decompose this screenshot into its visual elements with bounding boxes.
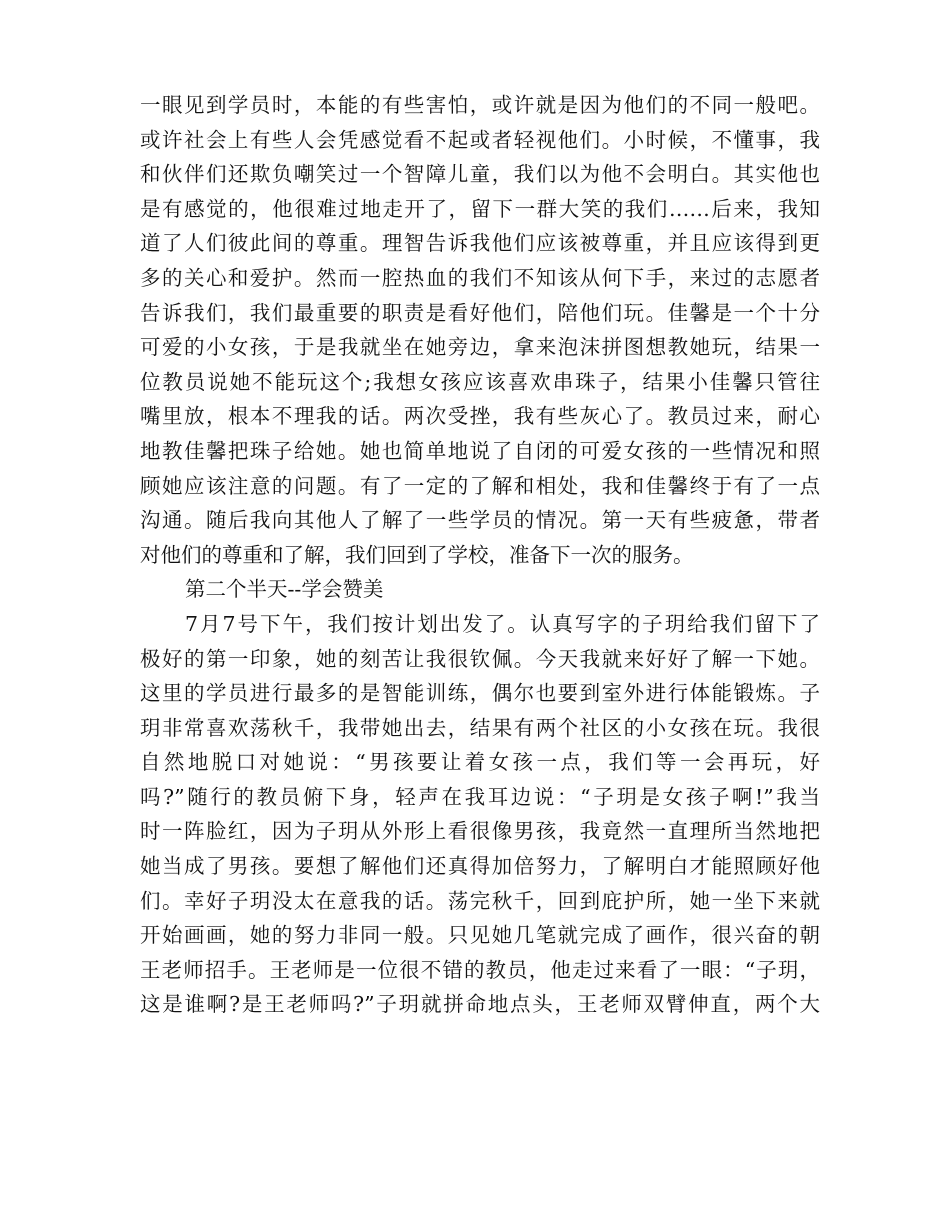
text-line: 她当成了男孩。要想了解他们还真得加倍努力，了解明白才能照顾好他 bbox=[140, 854, 820, 879]
text-line: 玥非常喜欢荡秋千，我带她出去，结果有两个社区的小女孩在玩。我很 bbox=[140, 715, 820, 740]
text-line: 们。幸好子玥没太在意我的话。荡完秋千，回到庇护所，她一坐下来就 bbox=[140, 888, 820, 913]
text-line: 开始画画，她的努力非同一般。只见她几笔就完成了画作，很兴奋的朝 bbox=[140, 923, 820, 948]
text-line: 对他们的尊重和了解，我们回到了学校，准备下一次的服务。 bbox=[140, 542, 694, 567]
text-line: 顾她应该注意的问题。有了一定的了解和相处，我和佳馨终于有了一点 bbox=[140, 473, 820, 498]
text-line: 可爱的小女孩，于是我就坐在她旁边，拿来泡沫拼图想教她玩，结果一 bbox=[140, 335, 820, 360]
text-line: 王老师招手。王老师是一位很不错的教员，他走过来看了一眼：“子玥， bbox=[140, 957, 820, 982]
text-line: 时一阵脸红，因为子玥从外形上看很像男孩，我竟然一直理所当然地把 bbox=[140, 819, 820, 844]
document-page bbox=[140, 88, 820, 1022]
text-line: 多的关心和爱护。然而一腔热血的我们不知该从何下手，来过的志愿者 bbox=[140, 265, 820, 290]
text-line: 地教佳馨把珠子给她。她也简单地说了自闭的可爱女孩的一些情况和照 bbox=[140, 438, 820, 463]
text-line: 自然地脱口对她说：“男孩要让着女孩一点，我们等一会再玩，好 bbox=[140, 750, 820, 775]
text-line: 嘴里放，根本不理我的话。两次受挫，我有些灰心了。教员过来，耐心 bbox=[140, 404, 820, 429]
text-line: 是有感觉的，他很难过地走开了，留下一群大笑的我们……后来，我知 bbox=[140, 196, 820, 221]
text-line: 位教员说她不能玩这个;我想女孩应该喜欢串珠子，结果小佳馨只管往 bbox=[140, 369, 820, 394]
text-line: 或许社会上有些人会凭感觉看不起或者轻视他们。小时候，不懂事，我 bbox=[140, 127, 820, 152]
text-line: 7月7号下午，我们按计划出发了。认真写字的子玥给我们留下了 bbox=[185, 611, 820, 636]
text-line: 这里的学员进行最多的是智能训练，偶尔也要到室外进行体能锻炼。子 bbox=[140, 681, 820, 706]
text-line: 告诉我们，我们最重要的职责是看好他们，陪他们玩。佳馨是一个十分 bbox=[140, 300, 820, 325]
section-heading: 第二个半天--学会赞美 bbox=[185, 577, 384, 602]
text-line: 和伙伴们还欺负嘲笑过一个智障儿童，我们以为他不会明白。其实他也 bbox=[140, 162, 820, 187]
text-line: 这是谁啊?是王老师吗?”子玥就拼命地点头，王老师双臂伸直，两个大 bbox=[140, 992, 820, 1017]
text-line: 吗?”随行的教员俯下身，轻声在我耳边说：“子玥是女孩子啊!”我当 bbox=[140, 784, 820, 809]
text-line: 沟通。随后我向其他人了解了一些学员的情况。第一天有些疲惫，带者 bbox=[140, 508, 820, 533]
text-line: 道了人们彼此间的尊重。理智告诉我他们应该被尊重，并且应该得到更 bbox=[140, 231, 820, 256]
text-line: 极好的第一印象，她的刻苦让我很钦佩。今天我就来好好了解一下她。 bbox=[140, 646, 820, 671]
text-line: 一眼见到学员时，本能的有些害怕，或许就是因为他们的不同一般吧。 bbox=[140, 93, 820, 117]
